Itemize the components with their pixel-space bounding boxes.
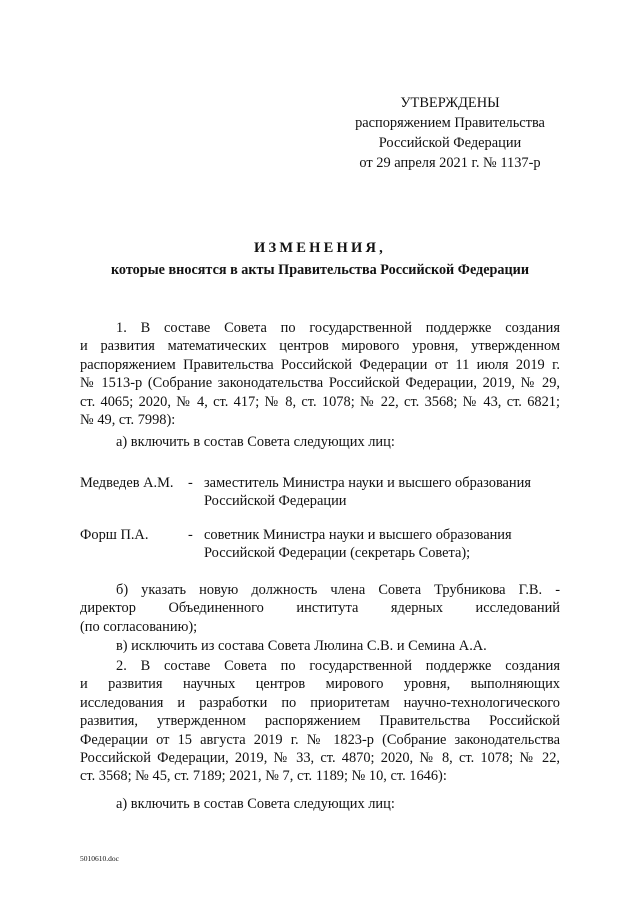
person-dash: -: [188, 527, 193, 543]
item-2-paragraph: [80, 657, 560, 786]
document-title: ИЗМЕНЕНИЯ,: [254, 240, 386, 256]
role-line: Российской Федерации: [204, 493, 347, 510]
item-1-subitem-a: а) включить в состав Совета следующих лиц:: [116, 434, 395, 450]
person-dash: -: [188, 475, 193, 491]
text-line: (по согласованию);: [80, 618, 198, 635]
file-name-footer: 5010610.doc: [80, 854, 119, 863]
text-line: ст. 3568; № 45, ст. 7189; 2021, № 7, ст. 1189; № 10, ст. 1646):: [80, 768, 447, 785]
person-role: [204, 474, 564, 511]
person-role: [204, 526, 564, 563]
role-line: советник Министра науки и высшего образования: [204, 527, 512, 543]
document-subtitle: которые вносятся в акты Правительства Российской Федерации: [110, 262, 530, 278]
item-1-subitem-b: [80, 581, 560, 636]
text-line: б) указать новую должность члена Совета Трубникова Г.В. -: [116, 582, 560, 598]
approved-line: от 29 апреля 2021 г. № 1137-р: [359, 155, 541, 171]
text-line: и развития научных центров мирового уровня, выполняющих: [80, 676, 560, 693]
text-line: Федерации от 15 августа 2019 г. № 1823-р (Собрание законодательства: [80, 731, 560, 748]
text-line: и развития математических центров мирового уровня, утвержденном: [80, 338, 560, 355]
person-name: Форш П.А.: [80, 527, 149, 543]
item-2-subitem-a: а) включить в состав Совета следующих лиц:: [116, 796, 395, 812]
item-1-subitem-c: в) исключить из состава Совета Люлина С.В. и Семина А.А.: [116, 638, 487, 654]
text-line: директор Объединенного института ядерных исследований: [80, 600, 560, 617]
text-line: исследования и разработки по приоритетам научно-технологического: [80, 694, 560, 711]
approved-line: распоряжением Правительства: [355, 115, 545, 131]
text-line: Российской Федерации, 2019, № 33, ст. 4870; 2020, № 8, ст. 1078; № 22,: [80, 750, 560, 767]
text-line: распоряжением Правительства Российской Федерации от 11 июля 2019 г.: [80, 356, 560, 373]
text-line: 1. В составе Совета по государственной поддержке создания: [116, 320, 560, 336]
text-line: развития, утвержденном распоряжением Правительства Российской: [80, 713, 560, 730]
text-line: № 49, ст. 7998):: [80, 412, 176, 429]
person-name: Медведев А.М.: [80, 475, 174, 491]
approved-heading: УТВЕРЖДЕНЫ: [400, 95, 500, 111]
text-line: 2. В составе Совета по государственной поддержке создания: [116, 658, 560, 674]
text-line: ст. 4065; 2020, № 4, ст. 417; № 8, ст. 1078; № 22, ст. 3568; № 43, ст. 6821;: [80, 393, 560, 410]
role-line: заместитель Министра науки и высшего образования: [204, 475, 531, 491]
item-1-paragraph: [80, 319, 560, 429]
text-line: № 1513-р (Собрание законодательства Российской Федерации, 2019, № 29,: [80, 375, 560, 392]
approved-line: Российской Федерации: [378, 135, 522, 151]
approval-block: [330, 93, 570, 173]
role-line: Российской Федерации (секретарь Совета);: [204, 545, 471, 562]
